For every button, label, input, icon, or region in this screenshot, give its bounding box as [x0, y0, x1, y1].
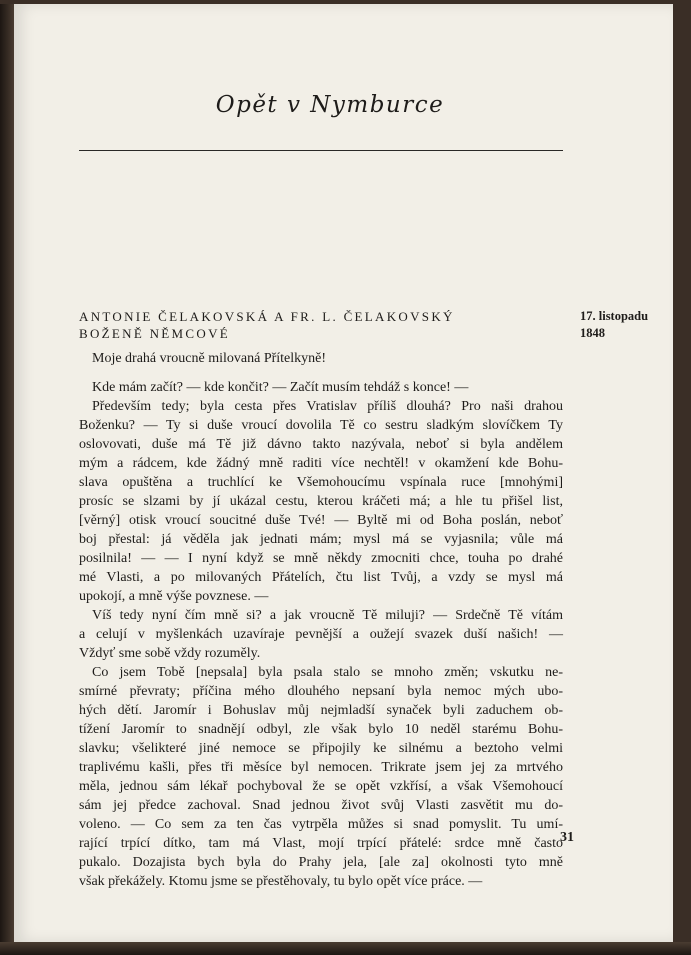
body-line: mým a rádcem, kde žádný mně raditi více nechtěl! v okamžení kde Bohu- — [79, 456, 563, 471]
body-line: tížení Jaromír to snadnějí odbyl, zle však bylo 10 neděl starému Bohu- — [79, 722, 563, 737]
date-day-month: 17. listopadu — [580, 309, 649, 323]
body-line: slavku; všelikteré jiné nemoce se připojily ke silnému a beztoho velmi — [79, 741, 563, 756]
body-line: Především tedy; byla cesta přes Vratislav příliš dlouhá? Pro naši drahou — [92, 399, 563, 414]
date-year: 1848 — [580, 326, 605, 340]
body-line: smírné převraty; příčina mého dlouhého nepsaní byla nemoc mých ubo- — [79, 684, 563, 699]
body-line: Kde mám začít? — kde končit? — Začít musím tehdáž s konce! — — [92, 380, 469, 395]
body-line: posilnila! — — I nyní když se mně někdy zmocniti chce, touha po drahé — [79, 551, 563, 566]
book-edge — [0, 942, 691, 955]
body-line: Co jsem Tobě [nepsala] byla psala stalo se mnoho změn; vskutku ne- — [92, 665, 563, 680]
body-line: prosíc se slzami by jí ukázal cestu, kterou kráčeti má; a hle tu přišel list, — [79, 494, 563, 509]
sender-line: ANTONIE ČELAKOVSKÁ A FR. L. ČELAKOVSKÝ — [79, 309, 455, 324]
title-rule — [79, 150, 563, 151]
body-line: sám jej předce zachoval. Snad jednou život svůj Vlasti zasvětit mu do- — [79, 798, 563, 813]
body-line: slava opuštěna a truchlící ke Všemohoucímu vspínala ruce [mnohými] — [79, 475, 563, 490]
body-line: Boženku? — Ty si duše vroucí dovolila Tě co sestru sladkým slovíčkem Ty — [79, 418, 563, 433]
body-line: upokojí, a mně výše povznese. — — [79, 589, 269, 604]
body-line: hých dětí. Jaromír i Bohuslav můj nejmladší synaček byli zaduchem ob- — [79, 703, 563, 718]
body-line: však překážely. Ktomu jsme se přestěhovaly, tu bylo opět více práce. — — [79, 874, 483, 889]
salutation: Moje drahá vroucně milovaná Přítelkyně! — [92, 351, 327, 366]
chapter-title: Opět v Nymburce — [215, 92, 445, 118]
body-line: a celují v myšlenkách uzavíraje pevnější a oužejí svazek duší našich! — — [79, 627, 563, 642]
body-line: měla, jednou sám lékař pochyboval že se opět vzkřísí, a však Všemohoucí — [79, 779, 563, 794]
body-line: [věrný] otisk vroucí soucitné duše Tvé! — Byltě mi od Boha poslán, neboť — [79, 513, 563, 528]
letter-heading — [79, 308, 549, 342]
body-line: Vždyť sme sobě vždy rozuměly. — [79, 646, 261, 661]
recipient-line: BOŽENĚ NĚMCOVÉ — [79, 326, 230, 341]
book-spine — [0, 4, 14, 942]
body-line: voleno. — Co sem za ten čas vytrpěla můžes si snad pomyslit. Tu umí- — [79, 817, 563, 832]
body-line: traplivému kašli, přes tři měsíce byl nemocen. Trikrate jsem jej za mrtvého — [79, 760, 563, 775]
body-line: Víš tedy nyní čím mně si? a jak vroucně Tě miluji? — Srdečně Tě vítám — [92, 608, 563, 623]
body-line: mé Vlasti, a po milovaných Přátelích, čtu list Tvůj, a vzdy se mysl má — [79, 570, 563, 585]
body-line: pukalo. Dozajista bych byla do Prahy jela, [ale za] okolnosti tyto mně — [79, 855, 563, 870]
margin-date — [580, 308, 670, 342]
body-line: rající trpící dítko, tam má Vlast, mojí trpící přátelé: srdce mně často — [79, 836, 563, 851]
body-line: oslovovati, duše má Tě již dávno takto nazývala, neboť si byla andělem — [79, 437, 563, 452]
letter-body — [79, 378, 563, 891]
body-line: boj přestal: já věděla jak jednati mám; mysl má se vyjasnila; vůle má — [79, 532, 563, 547]
page-number: 31 — [560, 830, 574, 845]
